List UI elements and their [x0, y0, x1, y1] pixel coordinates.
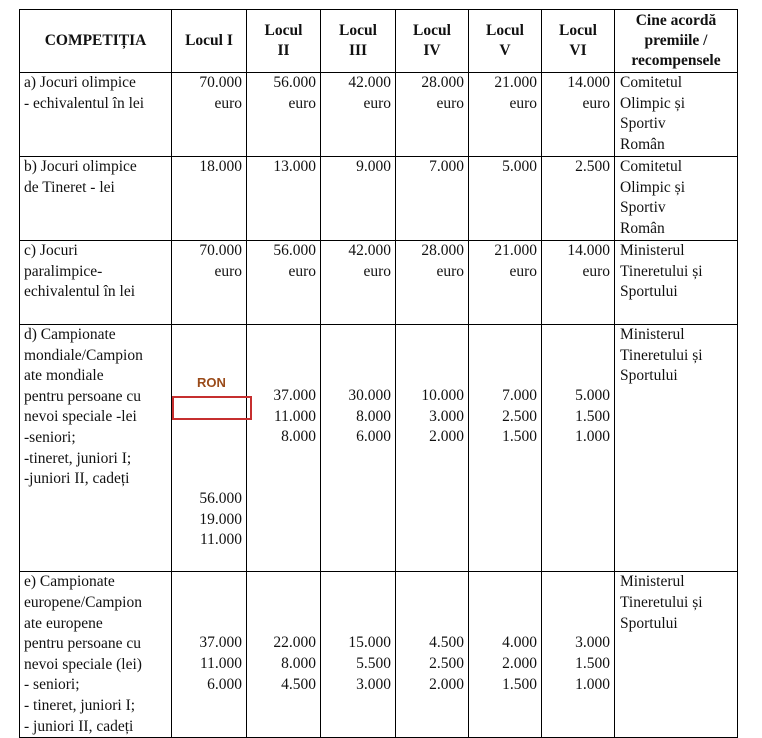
- row-b-awarder: Comitetul Olimpic și Sportiv Român: [615, 157, 738, 241]
- cell-spacer: [472, 572, 537, 633]
- row-e-locul-6-cell: [542, 572, 615, 738]
- row-d-locul-5-cell: [469, 325, 542, 572]
- row-b-locul-4: 7.000: [396, 157, 469, 241]
- row-c-locul-4: 28.000 euro: [396, 241, 469, 325]
- table-row-c: [20, 241, 738, 325]
- header-locul-5: Locul V: [469, 10, 542, 73]
- prize-table: [19, 9, 738, 738]
- header-cine-acorda: Cine acordă premiile / recompensele: [615, 10, 738, 73]
- row-a-locul-2: 56.000 euro: [247, 73, 321, 157]
- row-d-locul-1-cell: [172, 325, 247, 572]
- row-d-locul-2-cell: [247, 325, 321, 572]
- cell-spacer: [250, 325, 316, 386]
- row-a-locul-3: 42.000 euro: [321, 73, 396, 157]
- ron-annotation-label: RON: [197, 374, 226, 390]
- row-b-locul-5: 5.000: [469, 157, 542, 241]
- row-d-label: d) Campionate mondiale/Campion ate mondiale pentru persoane cu nevoi speciale -lei -seniori; -tineret, juniori I; -juniori II, cadeți: [20, 325, 172, 572]
- cell-spacer: [545, 572, 610, 633]
- row-d-locul-3: 30.000 8.000 6.000: [348, 387, 391, 446]
- cell-spacer: [250, 572, 316, 633]
- table-row-b: [20, 157, 738, 241]
- table-row-d: [20, 325, 738, 572]
- row-d-locul-3-cell: [321, 325, 396, 572]
- header-locul-4: Locul IV: [396, 10, 469, 73]
- row-b-locul-2: 13.000: [247, 157, 321, 241]
- row-d-locul-6: 5.000 1.500 1.000: [575, 387, 610, 446]
- row-e-locul-1-cell: [172, 572, 247, 738]
- row-c-label: c) Jocuri paralimpice- echivalentul în lei: [20, 241, 172, 325]
- row-d-locul-4: 10.000 3.000 2.000: [421, 387, 464, 446]
- header-competitia: COMPETIȚIA: [20, 10, 172, 73]
- cell-spacer: [545, 325, 610, 386]
- row-c-awarder: Ministerul Tineretului și Sportului: [615, 241, 738, 325]
- cell-spacer: [472, 325, 537, 386]
- cell-spacer: [399, 572, 464, 633]
- ron-annotation-wrap: [175, 346, 242, 551]
- header-row: [20, 10, 738, 73]
- row-e-locul-2: 22.000 8.000 4.500: [273, 634, 316, 693]
- row-d-locul-2: 37.000 11.000 8.000: [273, 387, 316, 446]
- row-e-locul-2-cell: [247, 572, 321, 738]
- row-e-locul-3: 15.000 5.500 3.000: [348, 634, 391, 693]
- row-a-locul-4: 28.000 euro: [396, 73, 469, 157]
- row-b-locul-6: 2.500: [542, 157, 615, 241]
- row-e-locul-1: 37.000 11.000 6.000: [199, 634, 242, 693]
- row-a-label: a) Jocuri olimpice - echivalentul în lei: [20, 73, 172, 157]
- cell-spacer: [324, 325, 391, 386]
- row-d-locul-6-cell: [542, 325, 615, 572]
- row-d-locul-1: 56.000 19.000 11.000: [199, 489, 242, 549]
- row-e-locul-4: 4.500 2.500 2.000: [429, 634, 464, 693]
- row-e-label: e) Campionate europene/Campion ate europene pentru persoane cu nevoi speciale (lei) - seniori; - tineret, juniori I; - juniori II, cadeți: [20, 572, 172, 738]
- row-c-locul-5: 21.000 euro: [469, 241, 542, 325]
- document-page: [19, 9, 738, 738]
- row-e-locul-5: 4.000 2.000 1.500: [502, 634, 537, 693]
- row-d-awarder: Ministerul Tineretului și Sportului: [615, 325, 738, 572]
- row-b-locul-1: 18.000: [172, 157, 247, 241]
- row-b-locul-3: 9.000: [321, 157, 396, 241]
- row-e-locul-4-cell: [396, 572, 469, 738]
- cell-spacer: [324, 572, 391, 633]
- row-e-locul-5-cell: [469, 572, 542, 738]
- header-locul-6: Locul VI: [542, 10, 615, 73]
- row-e-locul-6: 3.000 1.500 1.000: [575, 634, 610, 693]
- table-row-a: [20, 73, 738, 157]
- row-a-locul-1: 70.000 euro: [172, 73, 247, 157]
- cell-spacer: [399, 325, 464, 386]
- row-c-locul-1: 70.000 euro: [172, 241, 247, 325]
- row-e-locul-3-cell: [321, 572, 396, 738]
- row-c-locul-6: 14.000 euro: [542, 241, 615, 325]
- row-d-locul-5: 7.000 2.500 1.500: [502, 387, 537, 446]
- row-c-locul-2: 56.000 euro: [247, 241, 321, 325]
- header-locul-2: Locul II: [247, 10, 321, 73]
- row-e-awarder: Ministerul Tineretului și Sportului: [615, 572, 738, 738]
- cell-spacer: [175, 572, 242, 633]
- table-row-e: [20, 572, 738, 738]
- row-c-locul-3: 42.000 euro: [321, 241, 396, 325]
- row-a-locul-6: 14.000 euro: [542, 73, 615, 157]
- row-b-label: b) Jocuri olimpice de Tineret - lei: [20, 157, 172, 241]
- row-d-locul-4-cell: [396, 325, 469, 572]
- row-a-awarder: Comitetul Olimpic și Sportiv Român: [615, 73, 738, 157]
- ron-highlight-box: [172, 396, 252, 420]
- row-a-locul-5: 21.000 euro: [469, 73, 542, 157]
- header-locul-3: Locul III: [321, 10, 396, 73]
- header-locul-1: Locul I: [172, 10, 247, 73]
